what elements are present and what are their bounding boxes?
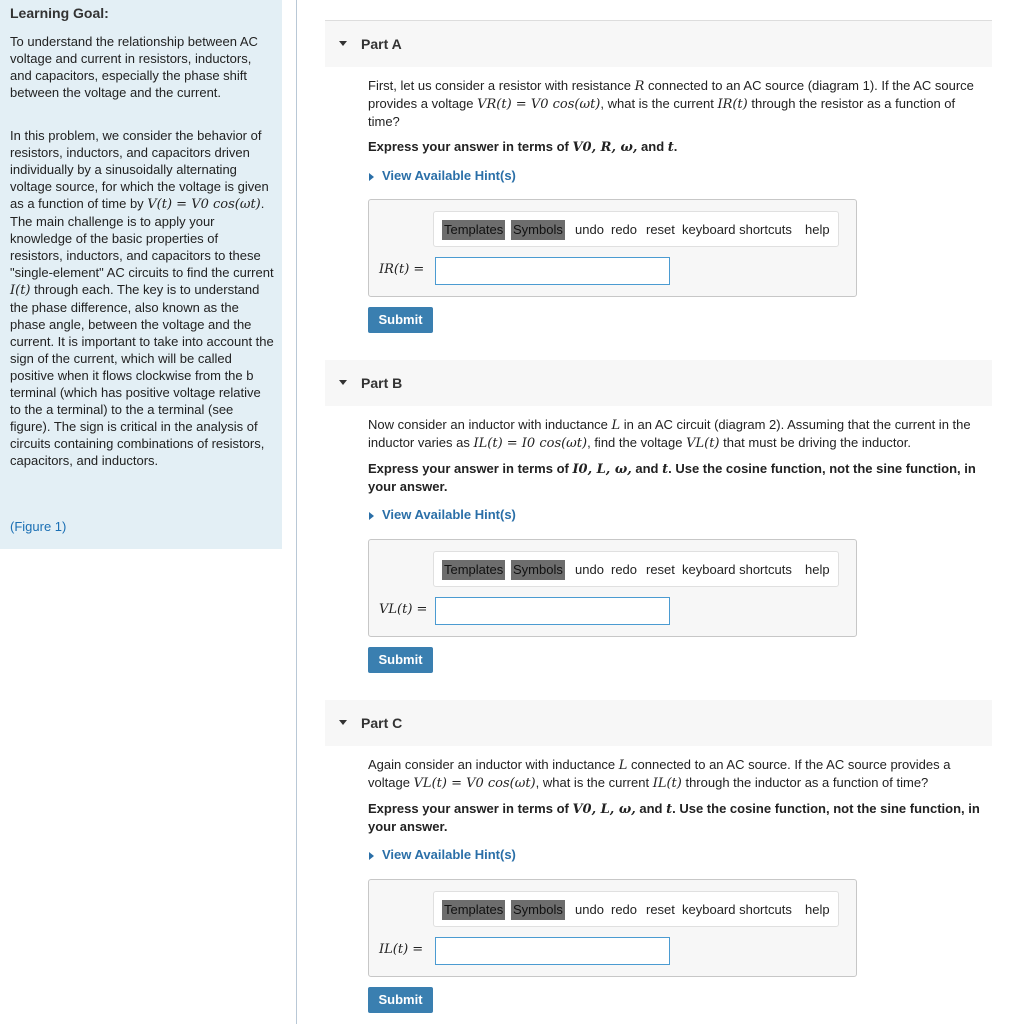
part-a-question <box>368 77 988 130</box>
expand-triangle-icon <box>369 852 374 860</box>
question-text: , what is the current <box>600 96 718 111</box>
question-text: connected to an AC source. If the AC source provides a voltage <box>368 757 951 790</box>
question-text: , find the voltage <box>587 435 687 450</box>
expand-triangle-icon <box>369 512 374 520</box>
part-c-header[interactable] <box>325 700 992 746</box>
hint-label: View Available Hint(s) <box>382 847 516 862</box>
question-text: , what is the current <box>535 775 653 790</box>
symbols-button[interactable]: Symbols <box>511 220 565 240</box>
voltage-formula: V(t) = V0 cos(ωt) <box>147 197 261 212</box>
instruction-text: Express your answer in terms of <box>368 461 573 476</box>
instruction-text: and <box>631 461 663 476</box>
description-text: . The main challenge is to apply your knowledge of the basic properties of resistors, inductors, and capacitors to these "single-element" AC circuits to find the current <box>10 196 274 280</box>
part-a-hint-link[interactable] <box>368 168 516 183</box>
figure-link[interactable]: (Figure 1) <box>10 519 67 534</box>
keyboard-shortcuts-button[interactable]: keyboard shortcuts <box>682 562 792 577</box>
math-toolbar <box>433 211 839 247</box>
help-button[interactable]: help <box>805 222 830 237</box>
question-text: in an AC circuit (diagram 2). Assuming that the current in the inductor varies as <box>368 417 971 450</box>
instruction-text: Express your answer in terms of <box>368 801 573 816</box>
part-a-instructions <box>368 138 988 156</box>
time-symbol: t <box>662 462 669 477</box>
inductance-symbol: L <box>618 758 628 773</box>
redo-button[interactable]: redo <box>611 902 638 917</box>
collapse-caret-icon[interactable] <box>339 720 347 725</box>
expand-triangle-icon <box>369 173 374 181</box>
current-symbol: IR(t) <box>717 97 748 112</box>
part-a-header[interactable] <box>325 21 992 67</box>
variables-list: V0, L, ω, <box>572 802 636 817</box>
keyboard-shortcuts-button[interactable]: keyboard shortcuts <box>682 222 792 237</box>
help-button[interactable]: help <box>805 902 830 917</box>
current-formula: IL(t) = I0 cos(ωt) <box>473 436 588 451</box>
learning-goal-text: To understand the relationship between AC voltage and current in resistors, inductors, and capacitors, especially the phase shift between the voltage and the current. <box>10 34 258 100</box>
answer-label: IL(t) = <box>379 942 424 957</box>
part-b-answer-box <box>368 539 857 637</box>
description-text: through each. The key is to understand the phase difference, also known as the phase angle, between the voltage and the current. It is important to take into account the sign of the current, which will be called positive when it flows clockwise from the b terminal (which has positive voltage relative to the a terminal) to the a terminal (see figure). The sign is critical in the analysis of circuits containing combinations of resistors, capacitors, and inductors. <box>10 282 274 468</box>
question-text: connected to an AC source (diagram 1). If the AC source provides a voltage <box>368 78 974 111</box>
learning-goal-title: Learning Goal: <box>10 5 109 21</box>
answer-input[interactable] <box>435 937 670 965</box>
hint-label: View Available Hint(s) <box>382 168 516 183</box>
question-text: Now consider an inductor with inductance <box>368 417 612 432</box>
math-toolbar <box>433 891 839 927</box>
variables-list: I0, L, ω, <box>572 462 632 477</box>
voltage-symbol: VL(t) <box>686 436 720 451</box>
learning-goal-panel <box>0 0 282 549</box>
part-b-title: Part B <box>361 375 403 391</box>
redo-button[interactable]: redo <box>611 562 638 577</box>
reset-button[interactable]: reset <box>646 562 675 577</box>
variables-list: V0, R, ω, <box>572 140 638 155</box>
reset-button[interactable]: reset <box>646 902 675 917</box>
time-symbol: t <box>667 140 674 155</box>
answer-input[interactable] <box>435 257 670 285</box>
hint-label: View Available Hint(s) <box>382 507 516 522</box>
part-c-answer-box <box>368 879 857 977</box>
templates-button[interactable]: Templates <box>442 900 505 920</box>
part-c-title: Part C <box>361 715 403 731</box>
collapse-caret-icon[interactable] <box>339 380 347 385</box>
current-symbol: IL(t) <box>652 776 682 791</box>
undo-button[interactable]: undo <box>575 902 604 917</box>
symbols-button[interactable]: Symbols <box>511 560 565 580</box>
question-text: through the resistor as a function of time? <box>368 96 956 129</box>
undo-button[interactable]: undo <box>575 222 604 237</box>
time-symbol: t <box>666 802 673 817</box>
question-text: through the inductor as a function of time? <box>681 775 929 790</box>
keyboard-shortcuts-button[interactable]: keyboard shortcuts <box>682 902 792 917</box>
part-a-title: Part A <box>361 36 402 52</box>
help-button[interactable]: help <box>805 562 830 577</box>
part-b-hint-link[interactable] <box>368 507 516 522</box>
resistance-symbol: R <box>634 79 645 94</box>
part-a-answer-box <box>368 199 857 297</box>
undo-button[interactable]: undo <box>575 562 604 577</box>
description-text: In this problem, we consider the behavior of resistors, inductors, and capacitors driven individually by a sinusoidally alternating voltage source, for which the voltage is given as a function of time by <box>10 128 269 211</box>
instruction-text: . <box>673 139 678 154</box>
answer-input[interactable] <box>435 597 670 625</box>
question-text: that must be driving the inductor. <box>719 435 911 450</box>
question-text: First, let us consider a resistor with resistance <box>368 78 635 93</box>
reset-button[interactable]: reset <box>646 222 675 237</box>
submit-button[interactable]: Submit <box>368 987 433 1013</box>
voltage-formula: VR(t) = V0 cos(ωt) <box>477 97 601 112</box>
instruction-text: and <box>635 801 667 816</box>
inductance-symbol: L <box>611 418 621 433</box>
part-b-instructions <box>368 460 988 495</box>
answer-label: IR(t) = <box>379 262 425 277</box>
instruction-text: and <box>637 139 668 154</box>
panel-divider <box>296 0 297 1024</box>
part-c-hint-link[interactable] <box>368 847 516 862</box>
part-c-instructions <box>368 800 988 835</box>
answer-label: VL(t) = <box>379 602 428 617</box>
templates-button[interactable]: Templates <box>442 560 505 580</box>
voltage-formula: VL(t) = V0 cos(ωt) <box>413 776 536 791</box>
math-toolbar <box>433 551 839 587</box>
submit-button[interactable]: Submit <box>368 307 433 333</box>
symbols-button[interactable]: Symbols <box>511 900 565 920</box>
instruction-text: Express your answer in terms of <box>368 139 573 154</box>
collapse-caret-icon[interactable] <box>339 41 347 46</box>
redo-button[interactable]: redo <box>611 222 638 237</box>
learning-goal-description <box>10 127 274 469</box>
instruction-text: . Use the cosine function, not the sine function, in your answer. <box>368 461 976 494</box>
templates-button[interactable]: Templates <box>442 220 505 240</box>
submit-button[interactable]: Submit <box>368 647 433 673</box>
instruction-text: . Use the cosine function, not the sine function, in your answer. <box>368 801 980 834</box>
question-text: Again consider an inductor with inductance <box>368 757 619 772</box>
part-b-header[interactable] <box>325 360 992 406</box>
part-b-question <box>368 416 988 452</box>
current-symbol: I(t) <box>10 283 31 298</box>
part-c-question <box>368 756 988 792</box>
